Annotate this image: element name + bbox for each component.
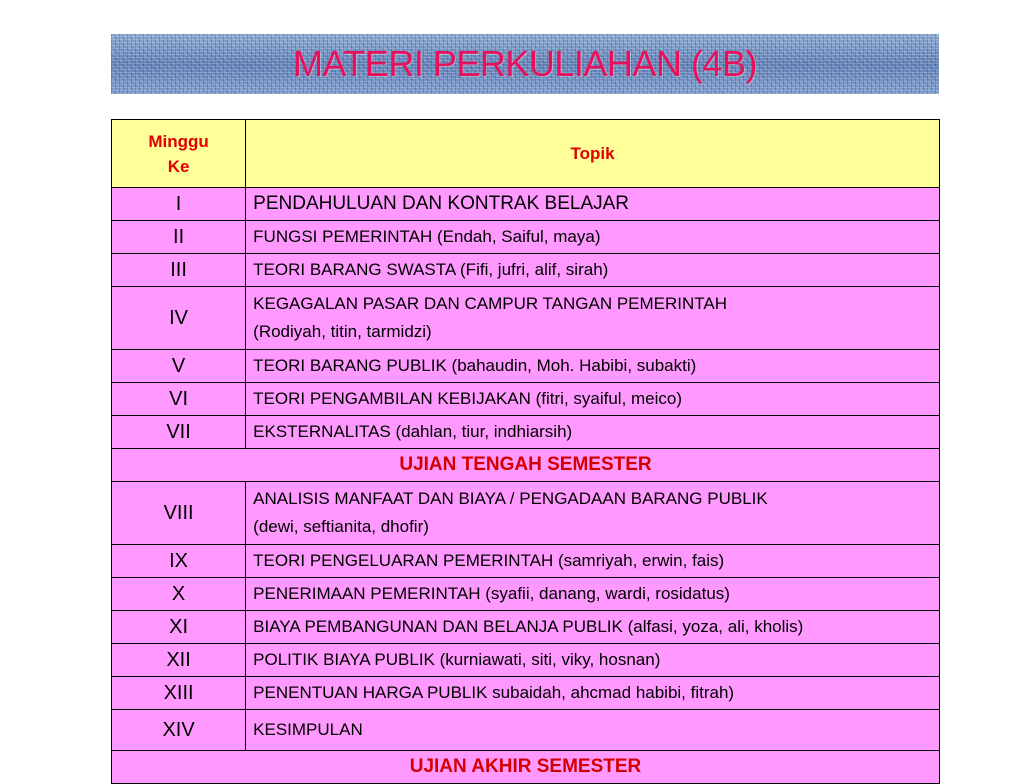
table-row (112, 188, 940, 221)
table-row (112, 611, 940, 644)
page-title: MATERI PERKULIAHAN (4B) (293, 43, 757, 84)
topic-cell: PENERIMAAN PEMERINTAH (syafii, danang, wardi, rosidatus) (246, 578, 940, 611)
topic-cell: BIAYA PEMBANGUNAN DAN BELANJA PUBLIK (alfasi, yoza, ali, kholis) (246, 611, 940, 644)
week-cell: I (112, 188, 246, 221)
week-cell: XII (112, 644, 246, 677)
topic-cell (246, 482, 940, 545)
topic-line1: ANALISIS MANFAAT DAN BIAYA / PENGADAAN BARANG PUBLIK (253, 489, 768, 508)
title-banner (111, 34, 939, 94)
topic-cell: TEORI PENGELUARAN PEMERINTAH (samriyah, erwin, fais) (246, 545, 940, 578)
week-cell: IX (112, 545, 246, 578)
midterm-exam-label: UJIAN TENGAH SEMESTER (112, 449, 940, 482)
table-row (112, 578, 940, 611)
week-cell: III (112, 254, 246, 287)
table-row (112, 350, 940, 383)
table-row (112, 644, 940, 677)
week-cell: XI (112, 611, 246, 644)
topic-cell: TEORI BARANG SWASTA (Fifi, jufri, alif, sirah) (246, 254, 940, 287)
table-row (112, 221, 940, 254)
header-week-line1: Minggu (148, 131, 209, 151)
header-week-line2: Ke (167, 156, 190, 176)
topic-cell (246, 287, 940, 350)
topic-line2: (dewi, seftianita, dhofir) (253, 517, 429, 536)
table-header-row (112, 120, 940, 188)
table-row (112, 383, 940, 416)
week-cell: VII (112, 416, 246, 449)
table-row (112, 545, 940, 578)
week-cell: V (112, 350, 246, 383)
week-cell: VI (112, 383, 246, 416)
week-cell: XIV (112, 710, 246, 751)
table-row (112, 416, 940, 449)
final-exam-label: UJIAN AKHIR SEMESTER (112, 751, 940, 784)
table-row (112, 287, 940, 350)
topic-cell: PENENTUAN HARGA PUBLIK subaidah, ahcmad habibi, fitrah) (246, 677, 940, 710)
week-cell: II (112, 221, 246, 254)
topic-cell: TEORI PENGAMBILAN KEBIJAKAN (fitri, syaiful, meico) (246, 383, 940, 416)
schedule-table (111, 119, 940, 784)
final-exam-row (112, 751, 940, 784)
table-row (112, 482, 940, 545)
week-cell: X (112, 578, 246, 611)
midterm-exam-row (112, 449, 940, 482)
week-cell: XIII (112, 677, 246, 710)
week-cell: VIII (112, 482, 246, 545)
table-row (112, 710, 940, 751)
topic-cell: TEORI BARANG PUBLIK (bahaudin, Moh. Habibi, subakti) (246, 350, 940, 383)
topic-cell: FUNGSI PEMERINTAH (Endah, Saiful, maya) (246, 221, 940, 254)
topic-cell: KESIMPULAN (246, 710, 940, 751)
topic-line1: KEGAGALAN PASAR DAN CAMPUR TANGAN PEMERINTAH (253, 294, 728, 313)
header-topic-cell: Topik (246, 120, 940, 188)
header-week-cell (112, 120, 246, 188)
topic-line2: (Rodiyah, titin, tarmidzi) (253, 322, 432, 341)
topic-cell: EKSTERNALITAS (dahlan, tiur, indhiarsih) (246, 416, 940, 449)
table-row (112, 677, 940, 710)
topic-cell: POLITIK BIAYA PUBLIK (kurniawati, siti, viky, hosnan) (246, 644, 940, 677)
topic-cell: PENDAHULUAN DAN KONTRAK BELAJAR (246, 188, 940, 221)
table-row (112, 254, 940, 287)
week-cell: IV (112, 287, 246, 350)
